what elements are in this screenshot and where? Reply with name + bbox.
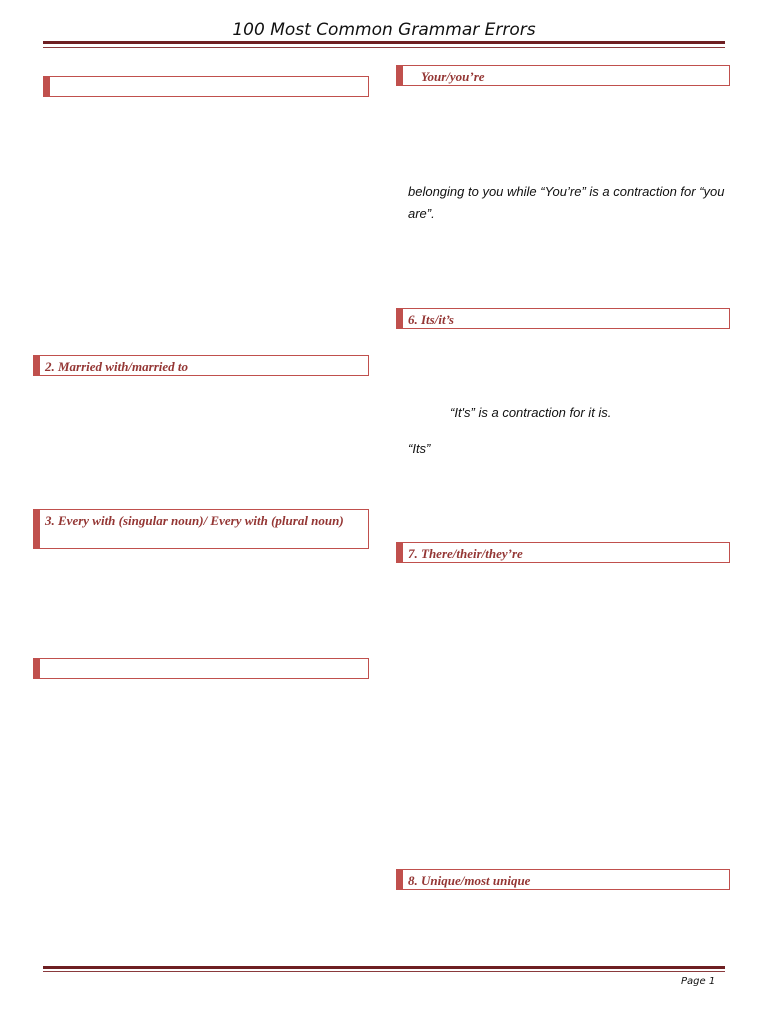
footer-rule-thick: [43, 966, 725, 969]
footer-rule-thin: [43, 971, 725, 972]
section-heading-2: 2. Married with/married to: [33, 355, 369, 376]
section-heading-1: [43, 76, 369, 97]
section-5-paragraph: belonging to you while “You’re” is a contraction for “you are”.: [408, 184, 725, 221]
header-rule-thick: [43, 41, 725, 44]
page-number: Page 1: [681, 976, 716, 987]
section-heading-5: Your/you’re: [396, 65, 730, 86]
section-heading-6: 6. Its/it’s: [396, 308, 730, 329]
section-6-paragraph-a: “It's” is a contraction for it is.: [450, 405, 612, 420]
section-heading-7: 7. There/their/they’re: [396, 542, 730, 563]
section-heading-4: [33, 658, 369, 679]
document-title: 100 Most Common Grammar Errors: [232, 20, 536, 40]
section-6-paragraph-b: “Its”: [408, 441, 431, 456]
section-heading-8: 8. Unique/most unique: [396, 869, 730, 890]
section-heading-3: 3. Every with (singular noun)/ Every with (plural noun): [33, 509, 369, 549]
header-rule-thin: [43, 47, 725, 48]
